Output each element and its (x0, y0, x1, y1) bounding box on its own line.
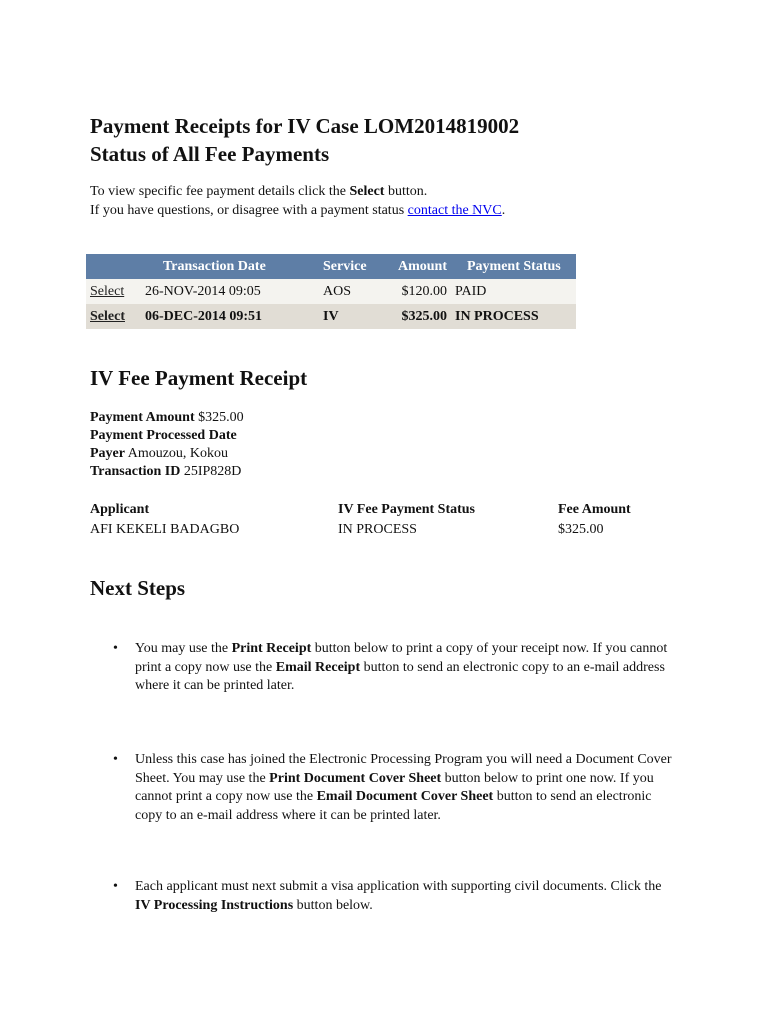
applicant-header: Applicant (90, 502, 150, 517)
step-text: You may use the (135, 641, 232, 656)
fee-amount-column (558, 500, 631, 540)
service-cell: AOS (319, 279, 387, 304)
select-button[interactable]: Select (90, 283, 125, 299)
next-steps-heading: Next Steps (90, 576, 186, 600)
intro-line2-post: . (501, 203, 506, 218)
fee-amount-value: $325.00 (558, 522, 604, 537)
col-header-payment-status: Payment Status (451, 254, 576, 279)
fee-status-header: IV Fee Payment Status (338, 502, 476, 517)
col-header-transaction-date: Transaction Date (141, 254, 319, 279)
transaction-id-label: Transaction ID (90, 464, 181, 479)
step-text: button below to print one now. If you cannot print a copy now use the (135, 770, 654, 804)
list-item (113, 640, 680, 696)
payments-table-header (86, 254, 576, 279)
select-cell (86, 279, 141, 304)
payer-value: Amouzou, Kokou (127, 446, 229, 461)
list-item (113, 751, 680, 825)
step-text: button to send an electronic copy to an e-mail address where it can be printed later. (135, 789, 652, 823)
select-cell (86, 304, 141, 329)
payment-amount-row (90, 409, 244, 427)
select-button[interactable]: Select (90, 308, 125, 324)
processed-date-label: Payment Processed Date (90, 428, 237, 443)
service-cell: IV (319, 304, 387, 329)
payment-amount-value: $325.00 (198, 410, 244, 425)
fee-amount-header: Fee Amount (558, 502, 631, 517)
fee-status-value: IN PROCESS (338, 522, 417, 537)
transaction-id-row (90, 463, 244, 481)
iv-processing-instructions-ref: IV Processing Instructions (135, 897, 294, 913)
payment-amount-label: Payment Amount (90, 410, 195, 425)
amount-cell: $120.00 (387, 279, 451, 304)
step-text: Unless this case has joined the Electronic Processing Program you will need a Document Cover Sheet. You may use the (135, 752, 672, 786)
step-text: button below. (293, 897, 373, 913)
col-header-amount: Amount (387, 254, 451, 279)
bullet-icon: • (113, 641, 118, 656)
intro-line1-pre: To view specific fee payment details click the (90, 184, 350, 199)
amount-cell: $325.00 (387, 304, 451, 329)
payer-row (90, 445, 244, 463)
payment-status-cell: PAID (451, 279, 576, 304)
step-text: button to send an electronic copy to an e-mail address where it can be printed later. (135, 659, 665, 693)
transaction-date-cell: 26-NOV-2014 09:05 (141, 279, 319, 304)
bullet-icon: • (113, 752, 118, 767)
payment-status-cell: IN PROCESS (451, 304, 576, 329)
intro-line2-pre: If you have questions, or disagree with a payment status (90, 203, 408, 218)
title-line-2: Status of All Fee Payments (90, 142, 330, 166)
list-item (113, 878, 680, 915)
print-receipt-ref: Print Receipt (231, 641, 312, 656)
transaction-date-cell: 06-DEC-2014 09:51 (141, 304, 319, 329)
page-content (90, 112, 690, 913)
receipt-heading: IV Fee Payment Receipt (90, 366, 308, 390)
intro-text (90, 182, 690, 220)
intro-select-word: Select (349, 184, 385, 199)
intro-line1-post: button. (384, 184, 428, 199)
email-cover-sheet-ref: Email Document Cover Sheet (316, 789, 494, 804)
print-cover-sheet-ref: Print Document Cover Sheet (269, 770, 442, 786)
title-line-1: Payment Receipts for IV Case LOM2014819002 (90, 114, 520, 138)
step-text: Each applicant must next submit a visa application with supporting civil documents. Click the (135, 879, 662, 894)
applicant-name: AFI KEKELI BADAGBO (90, 522, 240, 537)
contact-nvc-link[interactable]: contact the NVC (407, 203, 502, 218)
payments-table (86, 254, 576, 329)
receipt-details (90, 409, 244, 481)
table-row (86, 279, 576, 304)
bullet-icon: • (113, 879, 118, 894)
payer-label: Payer (90, 446, 125, 461)
applicant-column (90, 500, 239, 540)
page-title (90, 112, 690, 168)
table-row (86, 304, 576, 329)
col-header-select (86, 254, 141, 279)
fee-status-column (338, 500, 475, 540)
processed-date-row (90, 427, 244, 445)
email-receipt-ref: Email Receipt (275, 659, 361, 675)
step-text: button below to print a copy of your receipt now. If you cannot print a copy now use the (135, 641, 668, 675)
col-header-service: Service (319, 254, 387, 279)
transaction-id-value: 25IP828D (183, 464, 242, 479)
